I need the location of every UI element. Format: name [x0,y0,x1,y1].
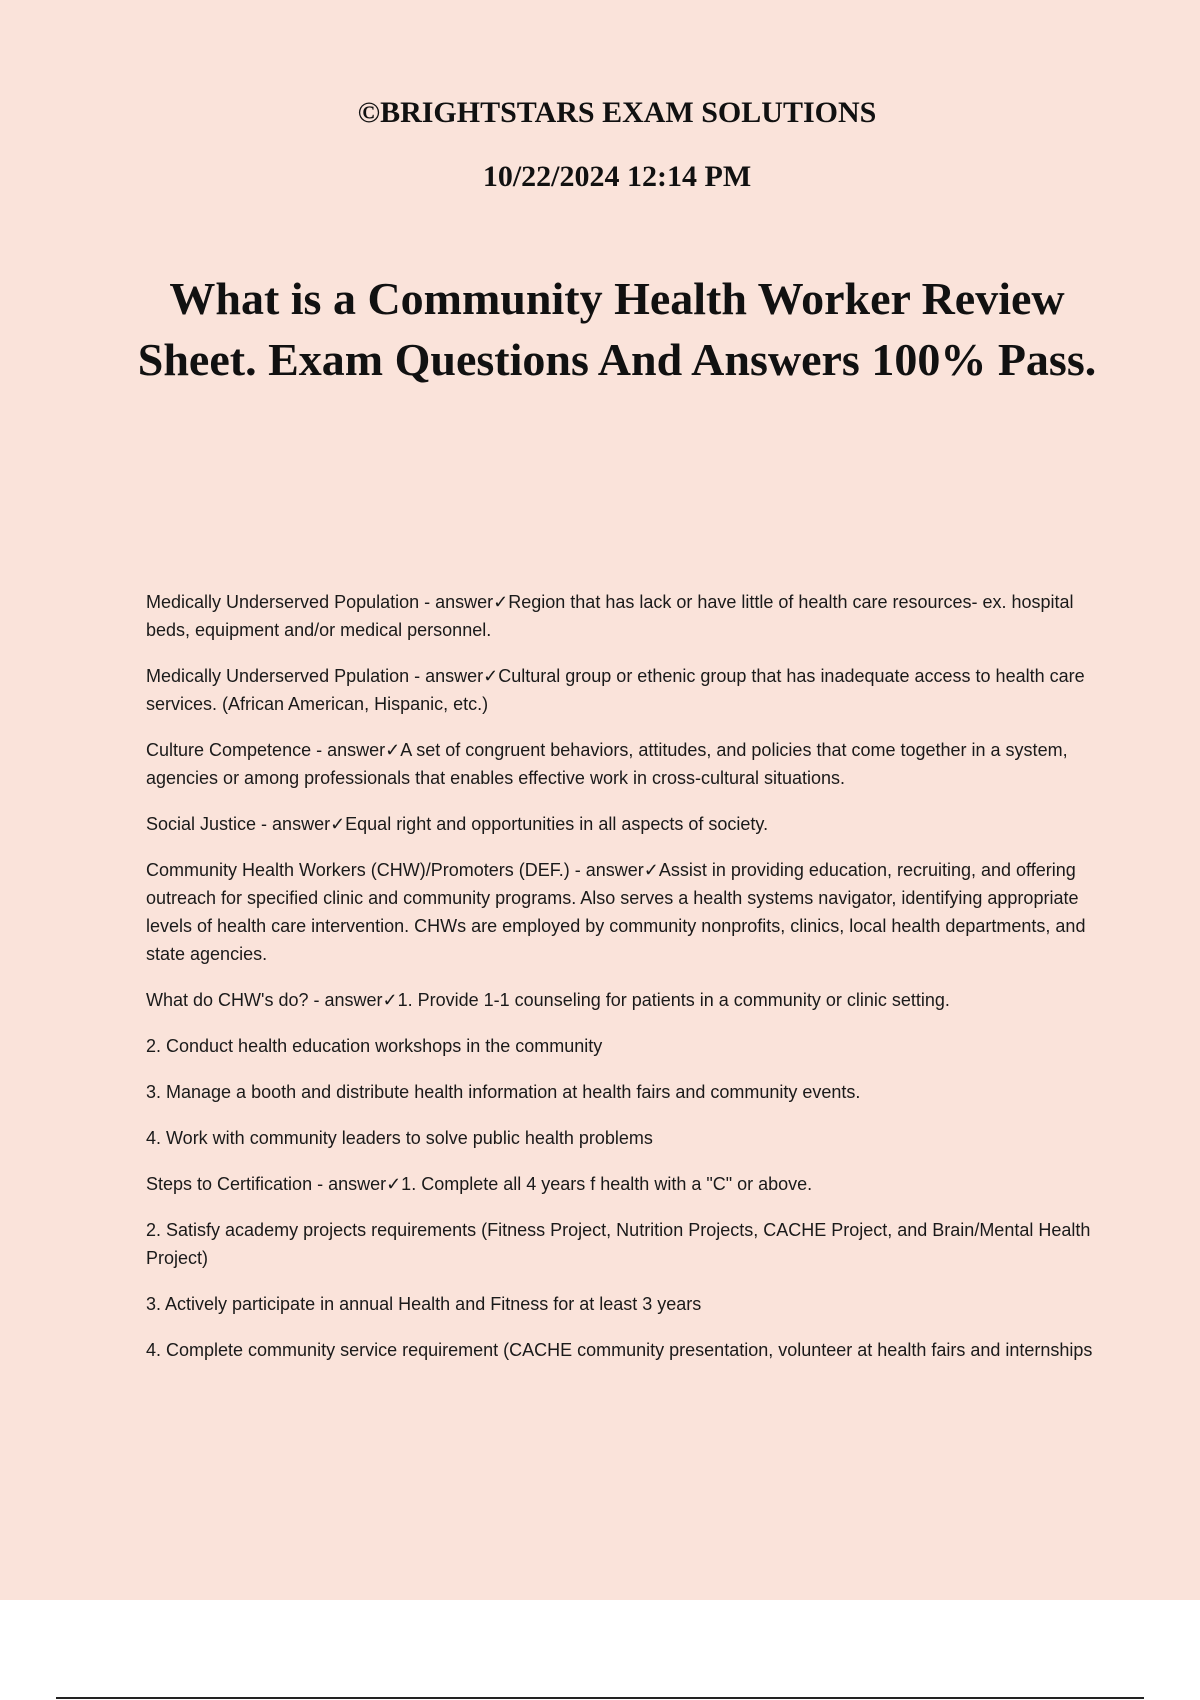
footer-divider [56,1697,1144,1699]
qa-entry: Community Health Workers (CHW)/Promoters (DEF.) - answer✓Assist in providing education, recruiting, and offering outreach for specified clinic and community programs. Also serves a health systems navigator, identifying appropriate levels of health care intervention. CHWs are employed by community nonprofits, clinics, local health departments, and state agencies. [146,860,1086,964]
qa-entry: Medically Underserved Population - answer✓Region that has lack or have little of health care resources- ex. hospital beds, equipment and/or medical personnel. [146,592,1074,640]
qa-entry: 4. Work with community leaders to solve public health problems [146,1128,653,1148]
qa-entry: Medically Underserved Ppulation - answer✓Cultural group or ethenic group that has inadequate access to health care services. (African American, Hispanic, etc.) [146,666,1085,714]
qa-entry: What do CHW's do? - answer✓1. Provide 1-1 counseling for patients in a community or clinic setting. [146,990,950,1010]
qa-entry: Social Justice - answer✓Equal right and opportunities in all aspects of society. [146,814,769,834]
qa-entry: 2. Conduct health education workshops in the community [146,1036,603,1056]
qa-entry: 3. Manage a booth and distribute health information at health fairs and community events. [146,1082,861,1102]
brand-header: ©BRIGHTSTARS EXAM SOLUTIONS [357,96,877,129]
qa-entry: Culture Competence - answer✓A set of congruent behaviors, attitudes, and policies that come together in a system, agencies or among professionals that enables effective work in cross-cultural situations. [146,740,1068,788]
qa-entry: 4. Complete community service requirement (CACHE community presentation, volunteer at health fairs and internships [146,1340,1093,1360]
document-title: What is a Community Health Worker Review Sheet. Exam Questions And Answers 100% Pass. [137,273,1097,385]
qa-entry: 2. Satisfy academy projects requirements (Fitness Project, Nutrition Projects, CACHE Project, and Brain/Mental Health Project) [146,1220,1091,1268]
qa-entry: Steps to Certification - answer✓1. Complete all 4 years f health with a "C" or above. [146,1174,813,1194]
document-datetime: 10/22/2024 12:14 PM [482,160,752,193]
qa-list [146,588,1098,1382]
qa-entry: 3. Actively participate in annual Health and Fitness for at least 3 years [146,1294,702,1314]
